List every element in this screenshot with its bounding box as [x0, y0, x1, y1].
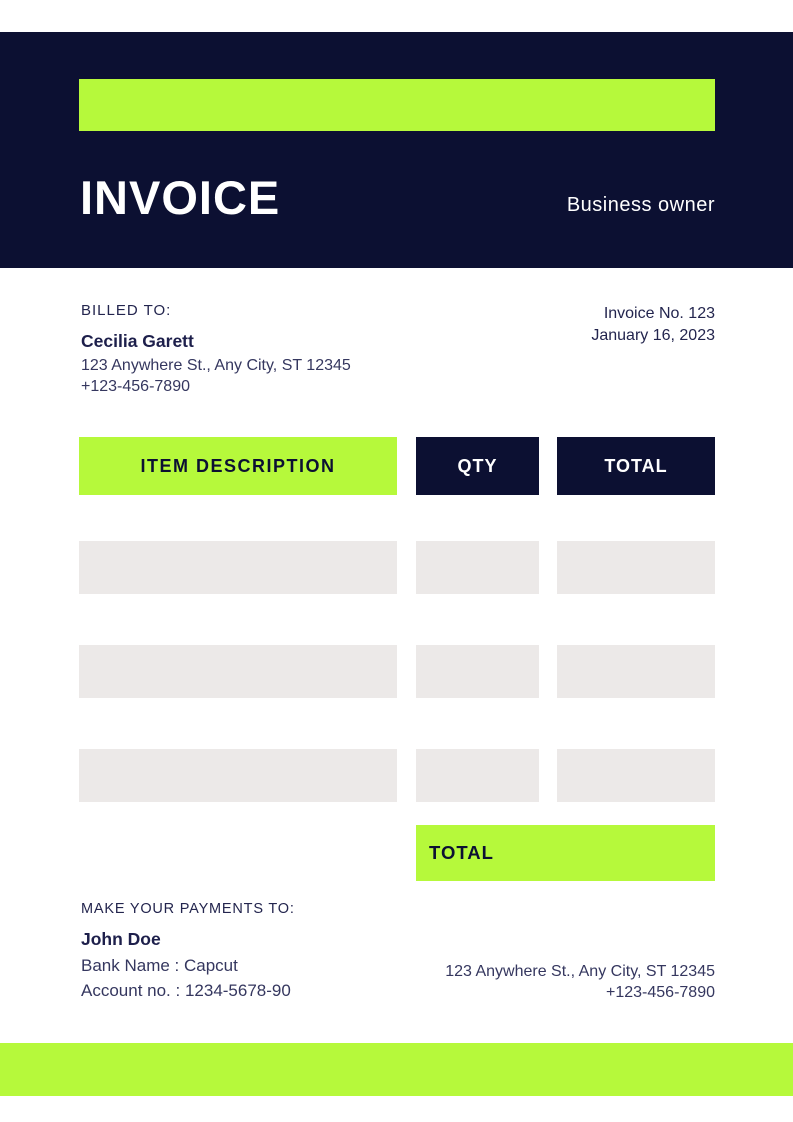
total-cell [557, 749, 715, 802]
payment-account: Account no. : 1234-5678-90 [81, 981, 291, 1000]
item-description-cell [79, 541, 397, 594]
payment-bank: Bank Name : Capcut [81, 956, 238, 975]
footer-contact [445, 961, 715, 1003]
total-cell [557, 541, 715, 594]
header-accent-bar [79, 79, 715, 131]
invoice-number: Invoice No. 123 [603, 305, 715, 322]
invoice-meta [591, 303, 715, 346]
column-header-item-description: ITEM DESCRIPTION [79, 437, 397, 495]
payment-payee: John Doe [81, 929, 161, 949]
billed-to-label: BILLED TO: [81, 302, 172, 319]
qty-cell [416, 645, 539, 698]
total-cell [557, 645, 715, 698]
qty-cell [416, 749, 539, 802]
qty-cell [416, 541, 539, 594]
footer-accent-bar [0, 1043, 793, 1096]
business-owner-label: Business owner [566, 194, 715, 216]
item-description-cell [79, 749, 397, 802]
invoice-date: January 16, 2023 [591, 326, 715, 344]
header [0, 32, 793, 268]
grand-total-label: TOTAL [429, 842, 494, 863]
footer-address: 123 Anywhere St., Any City, ST 12345 [445, 963, 715, 980]
grand-total-bar [416, 825, 715, 881]
billed-to-name: Cecilia Garett [81, 331, 194, 351]
billed-to-phone: +123-456-7890 [81, 378, 190, 395]
item-description-cell [79, 645, 397, 698]
billed-to-address: 123 Anywhere St., Any City, ST 12345 [81, 357, 351, 374]
column-header-total: TOTAL [557, 437, 715, 495]
footer-phone: +123-456-7890 [606, 984, 715, 1001]
page-title: INVOICE [80, 171, 281, 224]
payment-label: MAKE YOUR PAYMENTS TO: [81, 901, 295, 917]
column-header-qty: QTY [416, 437, 539, 495]
